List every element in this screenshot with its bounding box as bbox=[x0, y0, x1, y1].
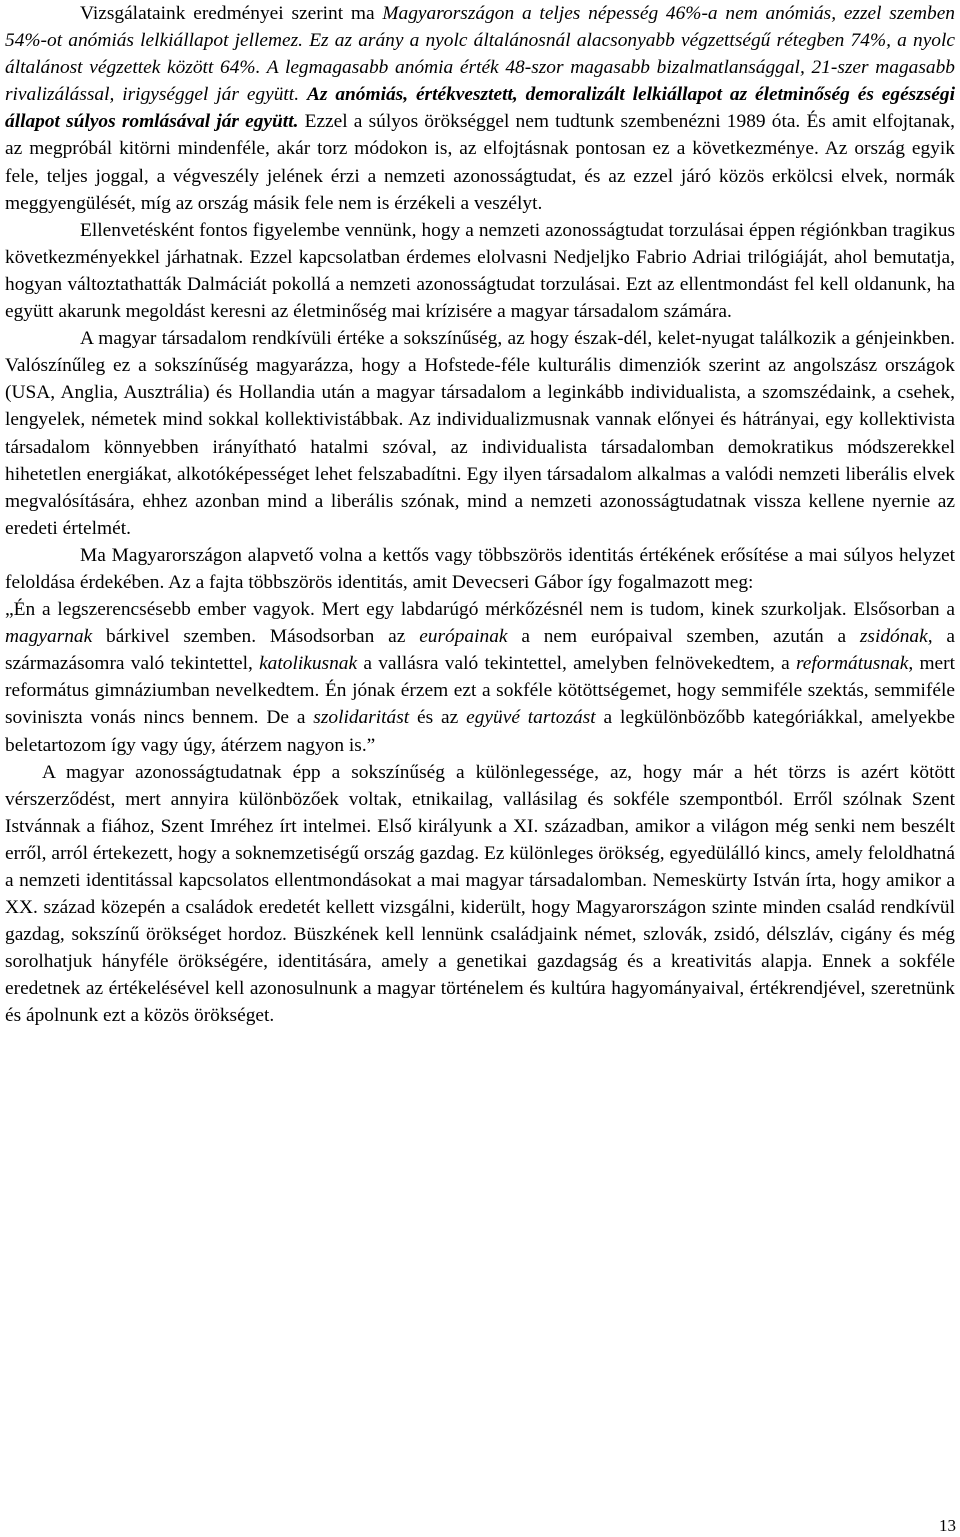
text-run: a legkülönbözőbb kategóriákkal, amelyekbe beletartozom így vagy úgy, átérzem nagyon is.” bbox=[5, 707, 955, 756]
text-run: Vizsgálataink eredményei szerint ma bbox=[80, 3, 383, 24]
text-run: a származásomra való tekintettel, bbox=[5, 626, 955, 675]
text-run: és az bbox=[409, 707, 467, 729]
text-run: katolikusnak bbox=[259, 653, 358, 675]
document-page bbox=[5, 0, 955, 1030]
text-run: Ellenvetésként fontos figyelembe vennünk, hogy a nemzeti azonosságtudat torzulásai éppen régiónkban tragikus következményekkel járhatnak. Ezzel kapcsolatban érdemes elolvasni Nedjeljko Fabrio Adriai trilógiáját, ahol bemutatja, hogyan változtathatták Dalmáciát pokollá a nemzeti azonosságtudat torzulásai. Ezt az ellentmondást fel kell oldanunk, ha együtt akarunk megoldást keresni az életminőség mai krízisére a magyar társadalom számára. bbox=[5, 219, 955, 323]
paragraph bbox=[5, 0, 955, 217]
text-run: szolidaritást bbox=[313, 707, 410, 729]
text-run: A magyar társadalom rendkívüli értéke a sokszínűség, az hogy észak-dél, kelet-nyugat találkozik a génjeinkben. Valószínűleg ez a sokszínűség magyarázza, hogy a Hofstede-féle kulturális dimenziók szerint az angolszász országok (USA, Anglia, Ausztrália) és Hollandia után a magyar társadalom a leginkább individualista, a szomszédaink, a csehek, lengyelek, németek mind sokkal kollektivistábbak. Az individualizmusnak vannak előnyei és hátrányai, egy kollektivista társadalom könnyebben irányítható hatalmi szóval, az individualista társadalomban demokratikus módszerekkel hihetetlen energiákat, alkotóképességet lehet felszabadítni. Egy ilyen társadalom alkalmas a valódi nemzeti liberális elvek megvalósítására, ehhez azonban mind a liberális szónak, mind a nemzeti azonosságtudatnak vissza kellene nyernie az eredeti értelmét. bbox=[5, 328, 955, 539]
text-run: Magyarországon a teljes népesség 46%-a nem anómiás, ezzel szemben 54%-ot anómiás lelkiállapot jellemez. Ez az arány a nyolc általánosnál alacsonyabb végzettségű rétegben 74%, a nyolc általánost végzettek között 64%. A legmagasabb anómia érték 48-szor magasabb bizalmatlansággal, 21-szer magasabb rivalizálással, irigységgel jár együtt. bbox=[5, 3, 955, 106]
quotation-paragraph bbox=[5, 596, 955, 759]
text-run: , mert református gimnáziumban nevelkedtem. Én jónak érzem ezt a sokféle kötöttségemet, hogy semmiféle szektás, semmiféle soviniszta vonás nincs bennem. De a bbox=[5, 653, 955, 729]
text-run: európainak bbox=[419, 626, 508, 648]
text-run: reformátusnak bbox=[795, 653, 909, 675]
paragraph bbox=[5, 217, 955, 325]
text-run: Az anómiás, értékvesztett, demoralizált lelkiállapot az életminőség és egészségi állapot súlyos romlásával jár együtt. bbox=[5, 84, 955, 133]
text-run: magyarnak bbox=[5, 626, 93, 648]
text-run: a vallásra való tekintettel, amelyben felnövekedtem, a bbox=[357, 653, 796, 675]
page-number: 13 bbox=[939, 1516, 956, 1535]
text-run: „Én a legszerencsésebb ember vagyok. Mert egy labdarúgó mérkőzésnél nem is tudom, kinek szurkoljak. Elsősorban a bbox=[5, 599, 955, 621]
paragraph bbox=[5, 759, 955, 1030]
text-run: Ma Magyarországon alapvető volna a kettős vagy többszörös identitás értékének erősítése a mai súlyos helyzet feloldása érdekében. Az a fajta többszörös identitás, amit Devecseri Gábor így fogalmazott meg: bbox=[5, 544, 955, 593]
text-run: A magyar azonosságtudatnak épp a sokszínűség a különlegessége, az, hogy már a hét törzs is azért kötött vérszerződést, mert annyira különbözőek voltak, etnikailag, vallásilag és sokféle szempontból. Erről szólnak Szent Istvánnak a fiához, Szent Imréhez írt intelmei. Első királyunk a XI. században, amikor a világon még senki nem beszélt erről, arról értekezett, hogy a soknemzetiségű ország gazdag. Ez különleges örökség, egyedülálló kincs, amely feloldhatná a nemzeti identitással kapcsolatos ellentmondásokat a mai magyar társadalomban. Nemeskürty István írta, hogy amikor a XX. század közepén a családok eredetét kellett vizsgálni, kiderült, hogy Magyarországon szinte minden család rendkívül gazdag, sokszínű örökséget hordoz. Büszkének kell lennünk családjaink német, szlovák, zsidó, délszláv, cigány és még sorolhatjuk hányféle örökségére, identitására, amely a genetikai gazdagság és a kreativitás alapja. Ennek a sokféle eredetnek az értékelésével kell azonosulnunk a magyar történelem és kultúra hagyományaival, értékrendjével, szeretnünk és ápolnunk ezt a közös örökséget. bbox=[5, 761, 955, 1027]
paragraph bbox=[5, 325, 955, 542]
text-run: a nem európaival szemben, azután a bbox=[507, 626, 860, 648]
text-run: zsidónak, bbox=[859, 626, 933, 648]
text-run: bárkivel szemben. Másodsorban az bbox=[92, 626, 420, 648]
paragraph bbox=[5, 542, 955, 596]
text-run: Ezzel a súlyos örökséggel nem tudtunk szembenézni 1989 óta. És amit elfojtanak, az megpróbál kitörni mindenféle, akár torz módokon is, az elfojtásnak pontosan ez a következménye. Az ország egyik fele, teljes joggal, a végveszély jelének érzi a nemzeti azonosságtudat, és az ezzel járó közös erkölcsi elvek, normák meggyengülését, míg az ország másik fele nem is érzékeli a veszélyt. bbox=[5, 111, 955, 214]
text-run: együvé tartozást bbox=[466, 707, 596, 729]
